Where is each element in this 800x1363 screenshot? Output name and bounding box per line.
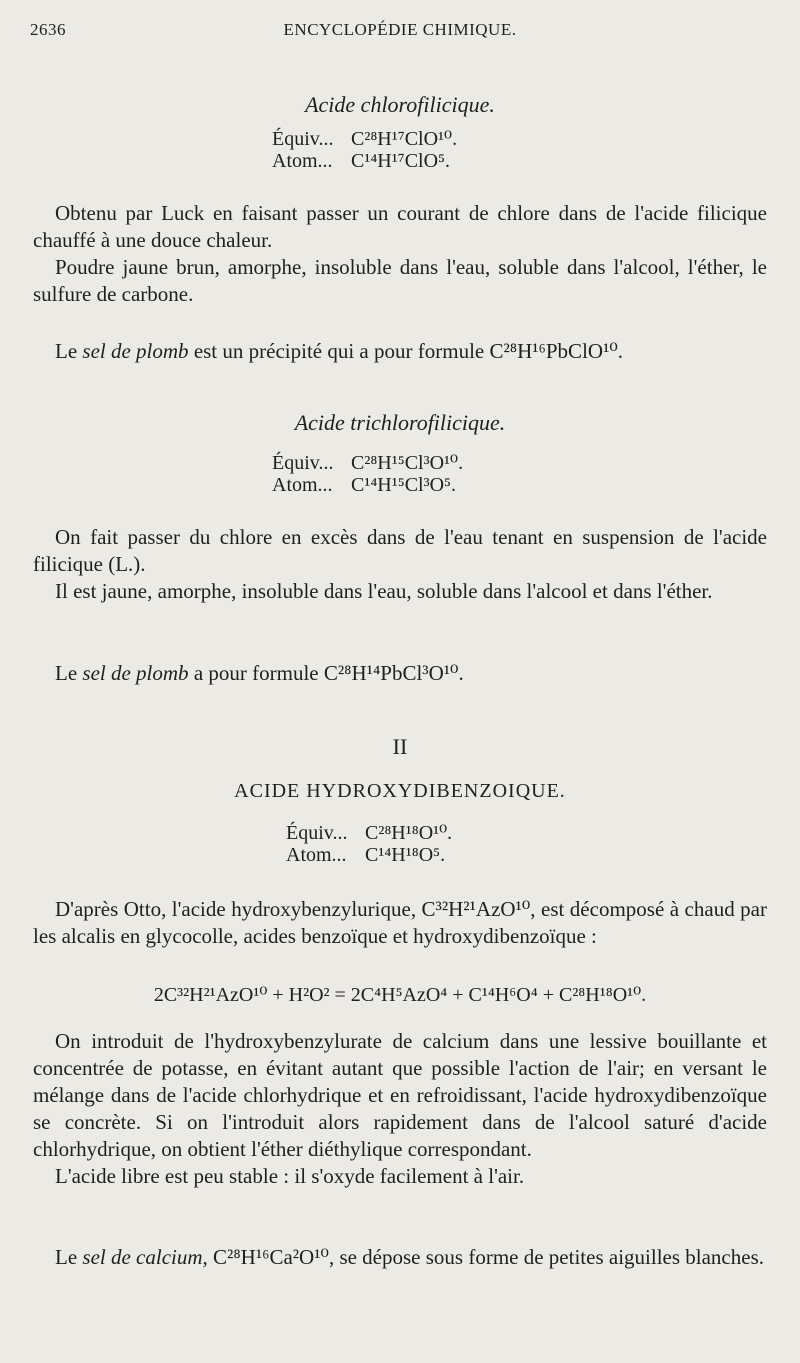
equiv-line <box>272 452 463 474</box>
paragraph: Poudre jaune brun, amorphe, insoluble dans l'eau, soluble dans l'alcool, l'éther, le sulfure de carbone. <box>33 255 767 306</box>
paragraph-block <box>33 896 767 950</box>
paragraph: Obtenu par Luck en faisant passer un courant de chlore dans de l'acide filicique chauffé à une douce chaleur. <box>33 201 767 252</box>
page-header <box>30 20 770 44</box>
paragraph: Le sel de plomb a pour formule C²⁸H¹⁴PbCl³O¹⁰. <box>55 661 464 685</box>
atom-formula: C¹⁴H¹⁸O⁵. <box>365 844 446 866</box>
paragraph-block <box>33 1028 767 1190</box>
chemical-equation: 2C³²H²¹AzO¹⁰ + H²O² = 2C⁴H⁵AzO⁴ + C¹⁴H⁶O⁴ + C²⁸H¹⁸O¹⁰. <box>153 984 647 1006</box>
paragraph-block <box>33 660 767 687</box>
equiv-line <box>272 128 457 150</box>
atom-label: Atom... <box>272 474 333 496</box>
paragraph-block <box>33 1244 767 1271</box>
emphasis: sel de plomb <box>82 661 189 685</box>
emphasis: sel de plomb <box>82 339 189 363</box>
equiv-formula: C²⁸H¹⁸O¹⁰. <box>365 822 453 844</box>
atom-formula: C¹⁴H¹⁷ClO⁵. <box>351 150 451 172</box>
atom-label: Atom... <box>272 150 333 172</box>
equiv-line <box>286 822 452 844</box>
paragraph-block <box>33 338 767 365</box>
atom-label: Atom... <box>286 844 347 866</box>
equiv-label: Équiv... <box>286 822 348 844</box>
equiv-formula: C²⁸H¹⁷ClO¹⁰. <box>351 128 458 150</box>
paragraph: On fait passer du chlore en excès dans de l'eau tenant en suspension de l'acide filicique (L.). <box>33 525 767 576</box>
paragraph: Le sel de calcium, C²⁸H¹⁶Ca²O¹⁰, se dépose sous forme de petites aiguilles blanches. <box>55 1245 764 1269</box>
equiv-label: Équiv... <box>272 128 334 150</box>
formula-block <box>286 822 452 866</box>
paragraph-block <box>33 524 767 605</box>
paragraph: L'acide libre est peu stable : il s'oxyde facilement à l'air. <box>55 1164 525 1188</box>
section-heading: ACIDE HYDROXYDIBENZOIQUE. <box>234 780 566 802</box>
paragraph: D'après Otto, l'acide hydroxybenzylurique, C³²H²¹AzO¹⁰, est décomposé à chaud par les alcalis en glycocolle, acides benzoïque et hydroxydibenzoïque : <box>33 897 767 948</box>
atom-line <box>286 844 452 866</box>
atom-formula: C¹⁴H¹⁵Cl³O⁵. <box>351 474 457 496</box>
paragraph-block <box>33 200 767 308</box>
running-title: ENCYCLOPÉDIE CHIMIQUE. <box>283 20 517 39</box>
section-title-trichlorofilicique: Acide trichlorofilicique. <box>294 410 506 435</box>
page-number: 2636 <box>30 20 66 39</box>
equiv-label: Équiv... <box>272 452 334 474</box>
paragraph: On introduit de l'hydroxybenzylurate de calcium dans une lessive bouillante et concentrée de potasse, en évitant autant que possible l'action de l'air; en versant le mélange dans de l'acide chlorhydrique et en refroidissant, l'acide hydroxydibenzoïque se concrète. Si on l'introduit alors rapidement dans de l'alcool saturé d'acide chlorhydrique, on obtient l'éther diéthylique correspondant. <box>33 1029 767 1161</box>
equiv-formula: C²⁸H¹⁵Cl³O¹⁰. <box>351 452 464 474</box>
paragraph: Il est jaune, amorphe, insoluble dans l'eau, soluble dans l'alcool et dans l'éther. <box>55 579 713 603</box>
atom-line <box>272 474 463 496</box>
atom-line <box>272 150 457 172</box>
emphasis: sel de calcium, <box>82 1245 208 1269</box>
formula-block <box>272 452 463 496</box>
section-title-chlorofilicique: Acide chlorofilicique. <box>305 92 495 117</box>
formula-block <box>272 128 457 172</box>
paragraph: Le sel de plomb est un précipité qui a pour formule C²⁸H¹⁶PbClO¹⁰. <box>55 339 624 363</box>
section-roman-numeral: II <box>392 734 408 759</box>
